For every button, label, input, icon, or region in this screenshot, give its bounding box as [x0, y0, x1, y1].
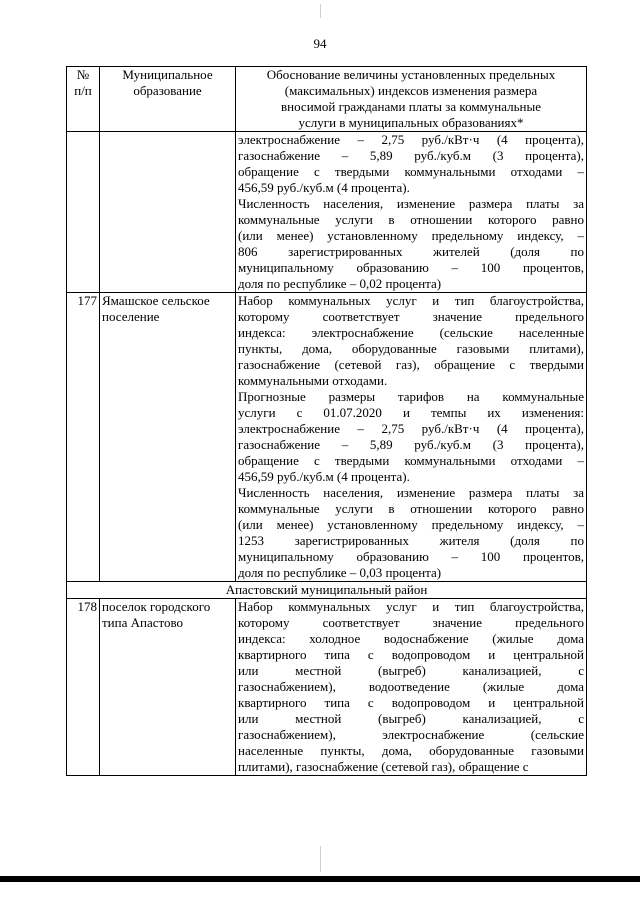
- text-line: квартирного типа с водопроводом и центральной: [238, 647, 584, 662]
- text-line: газоснабжением), электроснабжение (сельские: [238, 727, 584, 742]
- text-line: 456,59 руб./куб.м (4 процента).: [238, 180, 410, 195]
- text-line: индекса: холодное водоснабжение (жилые дома: [238, 631, 584, 646]
- text-line: 1253 зарегистрированных жителя (доля по: [238, 533, 584, 548]
- text-line: муниципальному образованию – 100 процентов,: [238, 260, 584, 275]
- text-line: электроснабжение – 2,75 руб./кВт·ч (4 процента),: [238, 132, 584, 147]
- cell-line: поселок городского: [102, 599, 211, 614]
- header-number: [67, 67, 100, 132]
- cell-line: Муниципальное: [122, 67, 213, 82]
- text-line: Прогнозные размеры тарифов на коммунальные: [238, 389, 584, 404]
- header-justification: [236, 67, 587, 132]
- cell-line: (максимальных) индексов изменения размера: [284, 83, 538, 98]
- justification-cell: [236, 132, 587, 293]
- cell-line: Ямашское сельское: [102, 293, 210, 308]
- cell-line: услуги в муниципальных образованиях*: [298, 115, 524, 130]
- text-line: газоснабжение – 5,89 руб./куб.м (3 процента),: [238, 148, 584, 163]
- text-line: плитами), газоснабжение (сетевой газ), обращение с: [238, 759, 529, 774]
- municipality-cell: [100, 293, 236, 582]
- row-number-cell: 178: [67, 599, 100, 776]
- text-line: Набор коммунальных услуг и тип благоустройства,: [238, 599, 584, 614]
- header-municipality: [100, 67, 236, 132]
- table-row-177: [67, 293, 587, 582]
- text-line: индекса: электроснабжение (сельские населенные: [238, 325, 584, 340]
- row-number-cell: [67, 132, 100, 293]
- cell-line: №: [76, 67, 90, 82]
- text-line: 806 зарегистрированных жителей (доля по: [238, 244, 584, 259]
- cell-line: п/п: [74, 83, 92, 98]
- table-row-178: [67, 599, 587, 776]
- text-line: Набор коммунальных услуг и тип благоустройства,: [238, 293, 584, 308]
- text-line: газоснабжение – 5,89 руб./куб.м (3 процента),: [238, 437, 584, 452]
- cell-line: типа Апастово: [102, 615, 184, 630]
- text-line: квартирного типа с водопроводом и центральной: [238, 695, 584, 710]
- page-number: 94: [313, 36, 327, 51]
- text-line: (или менее) установленному предельному индексу, –: [238, 517, 584, 532]
- text-line: населенные пункты, дома, оборудованные газовыми: [238, 743, 584, 758]
- text-line: доля по республике – 0,03 процента): [238, 565, 442, 580]
- text-line: или местной (выгреб) канализацией, с: [238, 711, 584, 726]
- text-line: газоснабжение (сетевой газ), обращение с твердыми: [238, 357, 584, 372]
- cell-line: поселение: [102, 309, 160, 324]
- cell-line: вносимой гражданами платы за коммунальные: [281, 99, 541, 114]
- municipality-cell: [100, 132, 236, 293]
- text-line: обращение с твердыми коммунальными отходами –: [238, 164, 584, 179]
- text-line: газоснабжением), водоотведение (жилые дома: [238, 679, 584, 694]
- scan-artifact-top: [320, 4, 321, 18]
- cell-line: образование: [133, 83, 202, 98]
- text-line: коммунальные услуги в отношении которого равно: [238, 501, 584, 516]
- text-line: муниципальному образованию – 100 процентов,: [238, 549, 584, 564]
- justification-cell: [236, 599, 587, 776]
- text-line: коммунальные услуги в отношении которого равно: [238, 212, 584, 227]
- text-line: обращение с твердыми коммунальными отходами –: [238, 453, 584, 468]
- scan-border-bottom: [0, 876, 640, 882]
- limits-table: [66, 66, 587, 776]
- text-line: которому соответствует значение предельного: [238, 309, 584, 324]
- text-line: 456,59 руб./куб.м (4 процента).: [238, 469, 410, 484]
- text-line: (или менее) установленному предельному индексу, –: [238, 228, 584, 243]
- table-row-continuation: [67, 132, 587, 293]
- text-line: услуги с 01.07.2020 и темпы их изменения:: [238, 405, 584, 420]
- text-line: коммунальными отходами.: [238, 373, 388, 388]
- text-line: Численность населения, изменение размера платы за: [238, 196, 584, 211]
- row-number-cell: 177: [67, 293, 100, 582]
- justification-cell: [236, 293, 587, 582]
- text-line: пункты, дома, оборудованные газовыми плитами),: [238, 341, 584, 356]
- text-line: или местной (выгреб) канализацией, с: [238, 663, 584, 678]
- text-line: Численность населения, изменение размера платы за: [238, 485, 584, 500]
- cell-line: Обоснование величины установленных предельных: [266, 67, 556, 82]
- district-row: [67, 582, 587, 599]
- municipality-cell: [100, 599, 236, 776]
- text-line: которому соответствует значение предельного: [238, 615, 584, 630]
- table-header-row: [67, 67, 587, 132]
- text-line: доля по республике – 0,02 процента): [238, 276, 442, 291]
- district-title: Апастовский муниципальный район: [67, 582, 587, 599]
- text-line: электроснабжение – 2,75 руб./кВт·ч (4 процента),: [238, 421, 584, 436]
- scan-artifact-bottom: [320, 846, 321, 872]
